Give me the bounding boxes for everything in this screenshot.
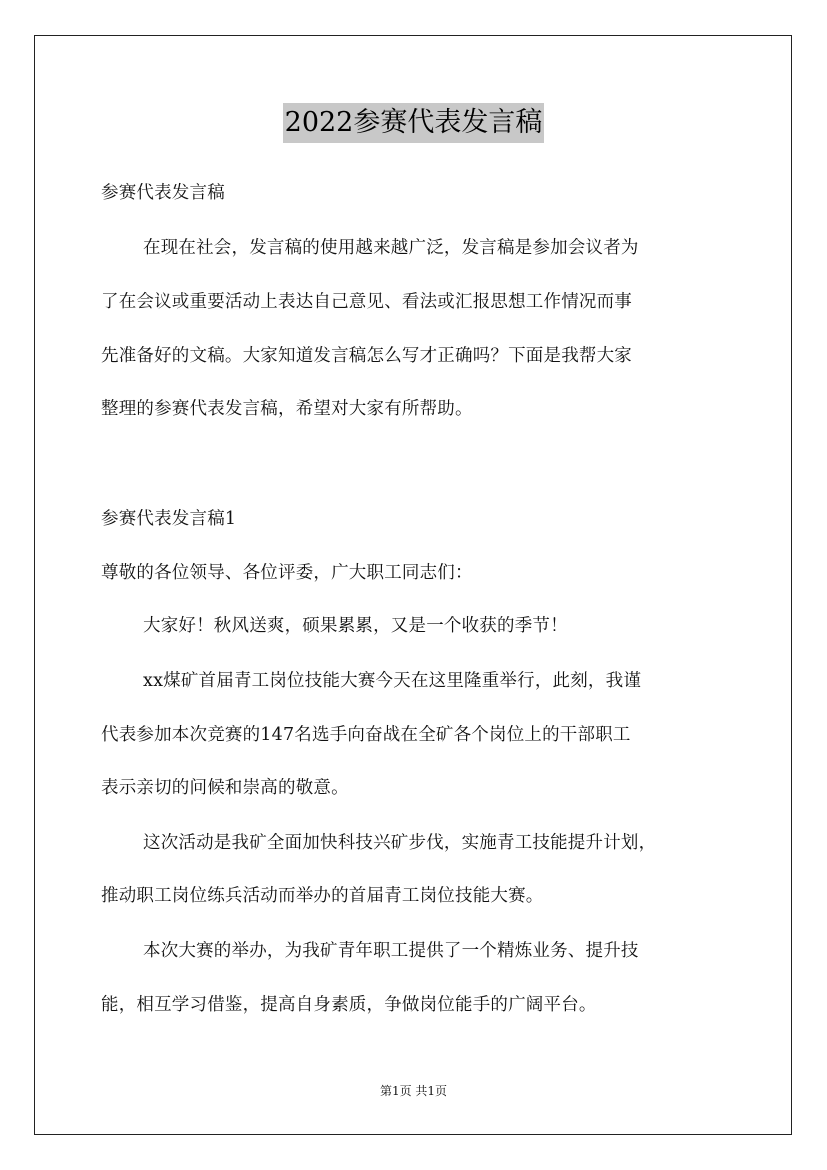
intro-paragraph-line: 在现在社会，发言稿的使用越来越广泛，发言稿是参加会议者为 bbox=[143, 238, 639, 258]
title-area bbox=[0, 103, 827, 143]
salutation: 尊敬的各位领导、各位评委，广大职工同志们： bbox=[101, 563, 473, 583]
body-paragraph-line: 能，相互学习借鉴，提高自身素质，争做岗位能手的广阔平台。 bbox=[101, 995, 597, 1015]
body-paragraph-line: xx煤矿首届青工岗位技能大赛今天在这里隆重举行，此刻，我谨 bbox=[143, 671, 642, 691]
body-paragraph-line: 这次活动是我矿全面加快科技兴矿步伐，实施青工技能提升计划， bbox=[143, 833, 657, 853]
document-title: 2022参赛代表发言稿 bbox=[283, 103, 545, 143]
body-paragraph-line: 代表参加本次竞赛的147名选手向奋战在全矿各个岗位上的干部职工 bbox=[101, 725, 631, 745]
page-footer: 第1页 共1页 bbox=[379, 1084, 448, 1098]
body-paragraph-line: 推动职工岗位练兵活动而举办的首届青工岗位技能大赛。 bbox=[101, 886, 544, 906]
body-paragraph-line: 表示亲切的问候和崇高的敬意。 bbox=[101, 778, 349, 798]
section-heading: 参赛代表发言稿1 bbox=[101, 509, 237, 529]
intro-heading: 参赛代表发言稿 bbox=[101, 183, 225, 203]
body-paragraph-line: 本次大赛的举办，为我矿青年职工提供了一个精炼业务、提升技 bbox=[143, 941, 639, 961]
intro-paragraph-line: 先准备好的文稿。大家知道发言稿怎么写才正确吗？下面是我帮大家 bbox=[101, 346, 632, 366]
intro-paragraph-line: 了在会议或重要活动上表达自己意见、看法或汇报思想工作情况而事 bbox=[101, 292, 632, 312]
intro-paragraph-line: 整理的参赛代表发言稿，希望对大家有所帮助。 bbox=[101, 399, 473, 419]
greeting-paragraph: 大家好！秋风送爽，硕果累累，又是一个收获的季节！ bbox=[143, 616, 568, 636]
